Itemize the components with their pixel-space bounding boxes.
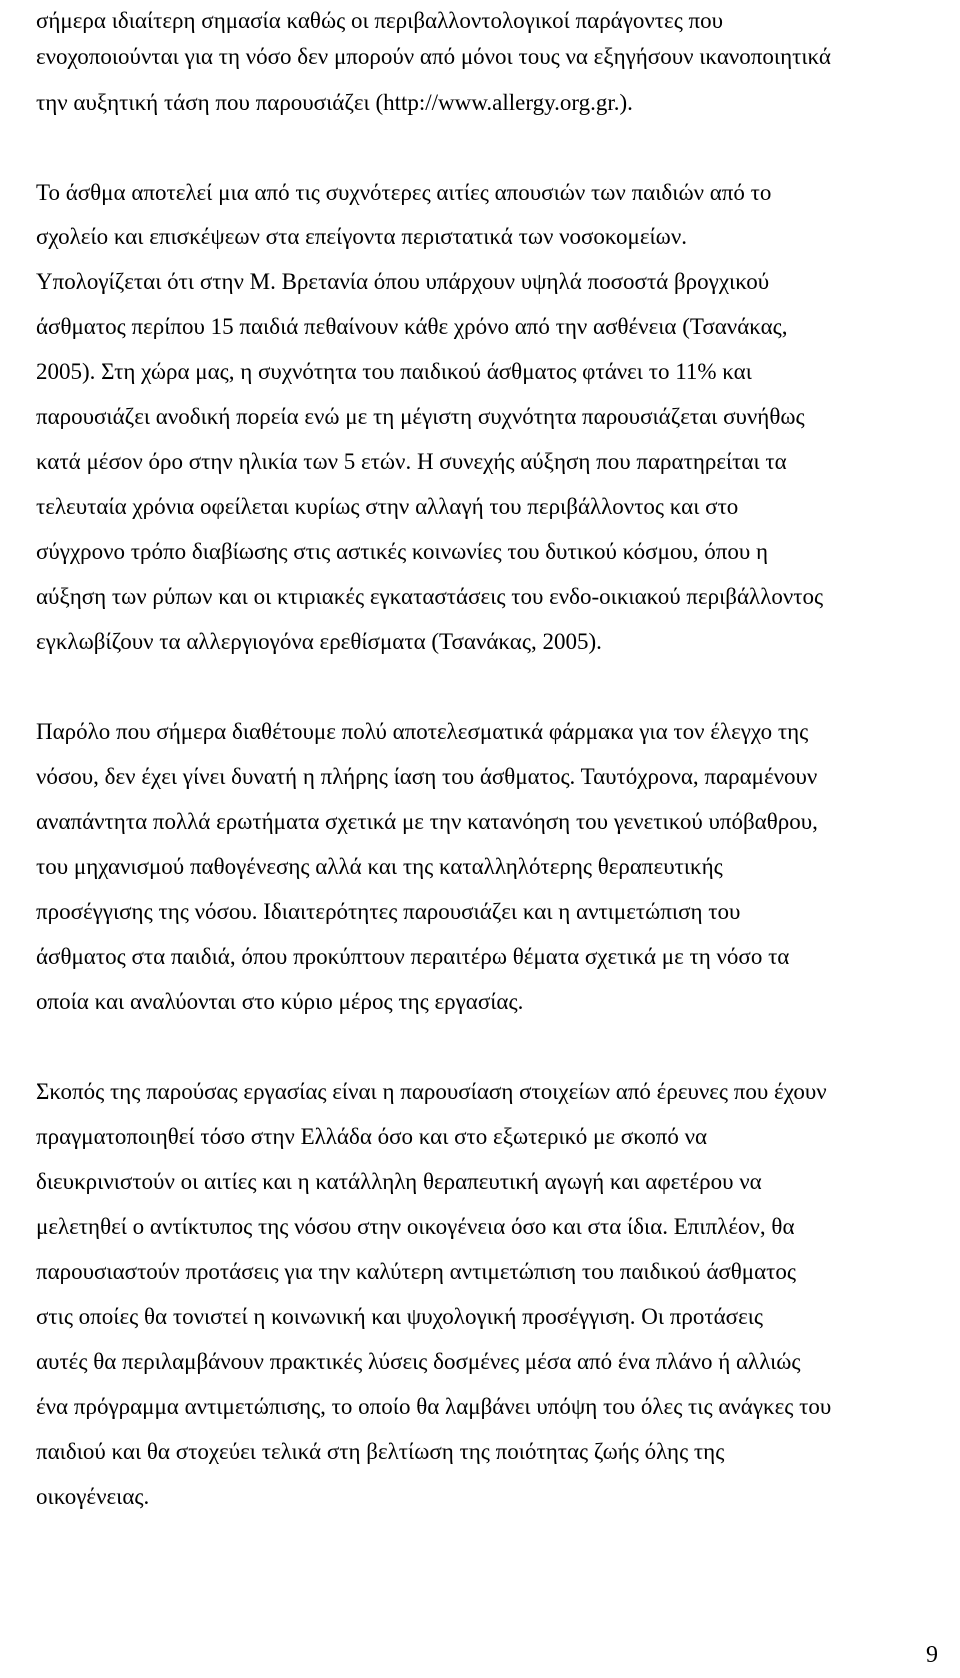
- text-line: αναπάντητα πολλά ερωτήματα σχετικά με την κατανόηση του γενετικού υπόβαθρου,: [36, 809, 818, 834]
- text-line: του μηχανισμού παθογένεσης αλλά και της καταλληλότερης θεραπευτικής: [36, 854, 723, 879]
- text-line: άσθματος στα παιδιά, όπου προκύπτουν περαιτέρω θέματα σχετικά με τη νόσο τα: [36, 944, 790, 969]
- text-line: σχολείο και επισκέψεων στα επείγοντα περιστατικά των νοσοκομείων.: [36, 224, 687, 249]
- text-line: Το άσθμα αποτελεί μια από τις συχνότερες αιτίες απουσιών των παιδιών από το: [36, 180, 772, 205]
- text-line: κατά μέσον όρο στην ηλικία των 5 ετών. Η συνεχής αύξηση που παρατηρείται τα: [36, 449, 787, 474]
- text-line: 2005). Στη χώρα μας, η συχνότητα του παιδικού άσθματος φτάνει το 11% και: [36, 359, 752, 384]
- text-line: παιδιού και θα στοχεύει τελικά στη βελτίωση της ποιότητας ζωής όλης της: [36, 1439, 725, 1464]
- text-line: προσέγγισης της νόσου. Ιδιαιτερότητες παρουσιάζει και η αντιμετώπιση του: [36, 899, 741, 924]
- text-line: παρουσιάζει ανοδική πορεία ενώ με τη μέγιστη συχνότητα παρουσιάζεται συνήθως: [36, 404, 805, 429]
- text-line: ένα πρόγραμμα αντιμετώπισης, το οποίο θα λαμβάνει υπόψη του όλες τις ανάγκες του: [36, 1394, 832, 1419]
- text-line: σύγχρονο τρόπο διαβίωσης στις αστικές κοινωνίες του δυτικού κόσμου, όπου η: [36, 539, 769, 564]
- text-line: νόσου, δεν έχει γίνει δυνατή η πλήρης ίαση του άσθματος. Ταυτόχρονα, παραμένουν: [36, 764, 818, 789]
- text-line: εγκλωβίζουν τα αλλεργιογόνα ερεθίσματα (Τσανάκας, 2005).: [36, 629, 602, 654]
- text-line: Υπολογίζεται ότι στην Μ. Βρετανία όπου υπάρχουν υψηλά ποσοστά βρογχικού: [36, 269, 770, 294]
- page-number: 9: [926, 1642, 938, 1668]
- text-line: Παρόλο που σήμερα διαθέτουμε πολύ αποτελεσματικά φάρμακα για τον έλεγχο της: [36, 719, 809, 744]
- text-line: τελευταία χρόνια οφείλεται κυρίως στην αλλαγή του περιβάλλοντος και στο: [36, 494, 739, 519]
- text-line: αύξηση των ρύπων και οι κτιριακές εγκαταστάσεις του ενδο-οικιακού περιβάλλοντος: [36, 584, 824, 609]
- text-line: οικογένειας.: [36, 1484, 150, 1509]
- text-line: άσθματος περίπου 15 παιδιά πεθαίνουν κάθε χρόνο από την ασθένεια (Τσανάκας,: [36, 314, 788, 339]
- text-line: πραγματοποιηθεί τόσο στην Ελλάδα όσο και στο εξωτερικό με σκοπό να: [36, 1124, 708, 1149]
- text-line: διευκρινιστούν οι αιτίες και η κατάλληλη θεραπευτική αγωγή και αφετέρου να: [36, 1169, 762, 1194]
- text-line: αυτές θα περιλαμβάνουν πρακτικές λύσεις δοσμένες μέσα από ένα πλάνο ή αλλιώς: [36, 1349, 801, 1374]
- text-line: σήμερα ιδιαίτερη σημασία καθώς οι περιβαλλοντολογικοί παράγοντες που: [36, 8, 724, 33]
- text-line: παρουσιαστούν προτάσεις για την καλύτερη αντιμετώπιση του παιδικού άσθματος: [36, 1259, 797, 1284]
- text-line: μελετηθεί ο αντίκτυπος της νόσου στην οικογένεια όσο και στα ίδια. Επιπλέον, θα: [36, 1214, 795, 1239]
- text-line: ενοχοποιούνται για τη νόσο δεν μπορούν από μόνοι τους να εξηγήσουν ικανοποιητικά: [36, 44, 831, 69]
- text-line: οποία και αναλύονται στο κύριο μέρος της εργασίας.: [36, 989, 524, 1014]
- text-line: στις οποίες θα τονιστεί η κοινωνική και ψυχολογική προσέγγιση. Οι προτάσεις: [36, 1304, 764, 1329]
- text-line: Σκοπός της παρούσας εργασίας είναι η παρουσίαση στοιχείων από έρευνες που έχουν: [36, 1079, 827, 1104]
- text-line: την αυξητική τάση που παρουσιάζει (http://www.allergy.org.gr.).: [36, 90, 633, 115]
